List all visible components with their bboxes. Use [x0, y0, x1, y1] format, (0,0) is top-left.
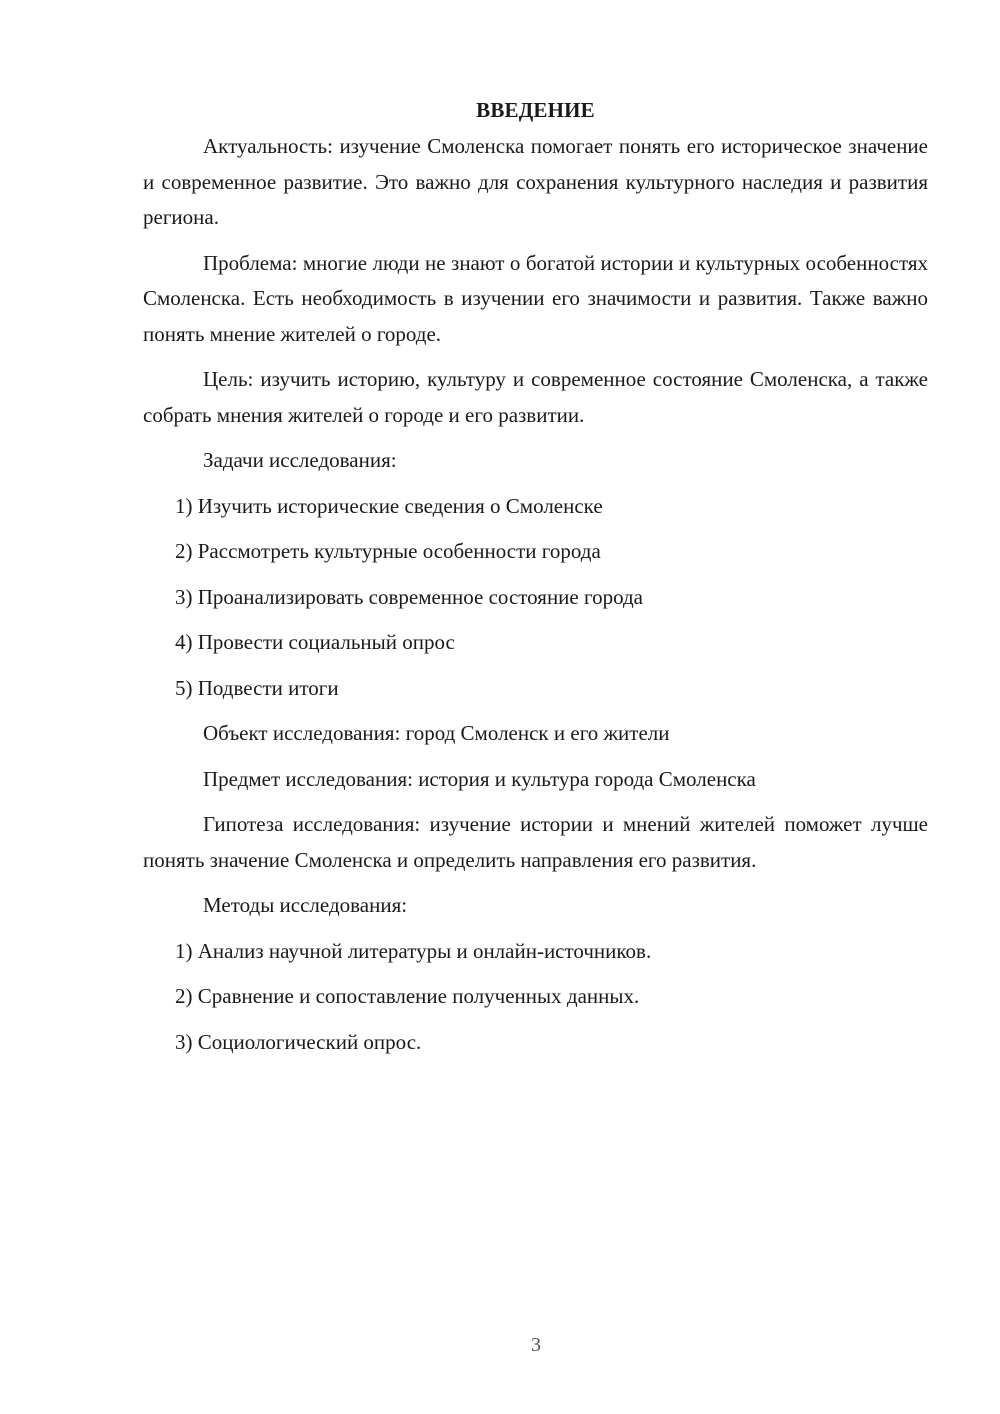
method-item: 1) Анализ научной литературы и онлайн-источников. — [175, 938, 652, 963]
method-item: 2) Сравнение и сопоставление полученных данных. — [175, 984, 640, 1008]
page-number: 3 — [531, 1334, 541, 1356]
method-item: 3) Социологический опрос. — [175, 1029, 422, 1054]
object-line: Объект исследования: город Смоленск и его жители — [203, 721, 670, 745]
task-item: 3) Проанализировать современное состояние города — [175, 584, 643, 609]
task-item: 2) Рассмотреть культурные особенности города — [175, 539, 601, 563]
methods-heading: Методы исследования: — [203, 893, 408, 917]
section-title: ВВЕДЕНИЕ — [476, 98, 595, 122]
tasks-heading: Задачи исследования: — [203, 448, 397, 472]
relevance-paragraph: Актуальность: изучение Смоленска помогает понять его историческое значение и современное развитие. Это важно для сохранения культурного наследия и развития региона. — [143, 134, 928, 229]
problem-paragraph: Проблема: многие люди не знают о богатой истории и культурных особенностях Смоленска. Есть необходимость в изучении его значимости и развития. Также важно понять мнение жителей о городе. — [143, 250, 928, 346]
task-item: 4) Провести социальный опрос — [175, 630, 455, 654]
task-item: 1) Изучить исторические сведения о Смоленске — [175, 493, 603, 518]
hypothesis-paragraph: Гипотеза исследования: изучение истории и мнений жителей поможет лучше понять значение Смоленска и определить направления его развития. — [143, 812, 928, 872]
document-page — [143, 95, 928, 1070]
goal-paragraph: Цель: изучить историю, культуру и современное состояние Смоленска, а также собрать мнения жителей о городе и его развитии. — [143, 367, 928, 427]
subject-line: Предмет исследования: история и культура города Смоленска — [203, 766, 756, 791]
task-item: 5) Подвести итоги — [175, 675, 339, 700]
